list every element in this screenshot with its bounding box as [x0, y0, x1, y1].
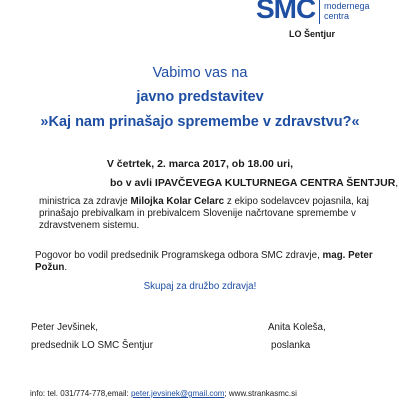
footer-prefix: info: tel. 031/774-778,email:: [30, 389, 131, 398]
event-title: »Kaj nam prinašajo spremembe v zdravstvu?«: [40, 114, 360, 130]
event-description: [39, 196, 384, 232]
description-line1-rest: z ekipo sodelavcev pojasnila, kaj: [224, 196, 369, 207]
email-link[interactable]: peter.jevsinek@gmail.com: [130, 389, 225, 398]
signatory-role-1: predsednik LO SMC Šentjur: [31, 340, 153, 351]
signatory-name-2: Anita Koleša,: [268, 322, 326, 333]
slogan: Skupaj za družbo zdravja!: [143, 281, 257, 292]
event-location-text: bo v avli IPAVČEVEGA KULTURNEGA CENTRA ŠENTJUR: [110, 177, 396, 189]
moderator-info: [35, 250, 385, 274]
branch-name: LO Šentjur: [289, 29, 336, 39]
event-location: [110, 177, 398, 189]
minister-name: Milojka Kolar Celarc: [130, 196, 225, 207]
moderator-prefix: Pogovor bo vodil predsednik Programskega odbora SMC zdravje,: [35, 250, 323, 261]
moderator-name-part2: Požun: [35, 262, 65, 273]
event-type: javno predstavitev: [136, 89, 264, 105]
moderator-name-part1: mag. Peter: [322, 250, 373, 261]
logo-subtitle: [324, 1, 370, 21]
logo-text: SMC: [256, 0, 316, 24]
footer-contact: [30, 389, 297, 399]
description-line2: prinašajo prebivalkam in prebivalcem Slovenije načrtovane spremembe v: [39, 208, 356, 219]
website-link[interactable]: www.strankasmc.si: [228, 389, 297, 398]
logo-subtitle-line1: modernega: [324, 1, 370, 11]
description-prefix: ministrica za zdravje: [39, 196, 131, 207]
description-line3: zdravstvenem sistemu.: [39, 220, 140, 231]
event-date-time: V četrtek, 2. marca 2017, ob 18.00 uri,: [106, 158, 294, 170]
signatory-name-1: Peter Jevšinek,: [31, 322, 98, 333]
event-location-comma: ,: [395, 177, 399, 189]
logo-subtitle-line2: centra: [324, 11, 350, 21]
invitation-line: Vabimo vas na: [152, 65, 248, 81]
logo-divider: [319, 0, 320, 24]
footer-separator: ;: [224, 389, 229, 398]
signatory-role-2: poslanka: [271, 340, 311, 351]
moderator-end: .: [64, 262, 68, 273]
